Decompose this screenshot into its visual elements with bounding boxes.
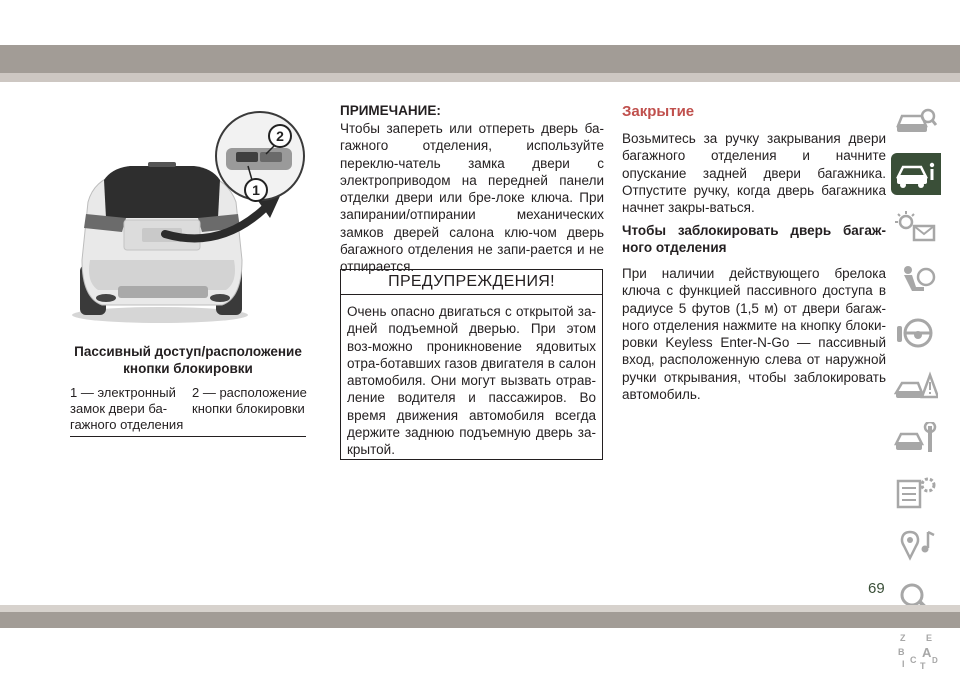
music-location-icon (894, 528, 938, 562)
page-number: 69 (868, 580, 885, 597)
tab-car-info[interactable] (891, 153, 941, 195)
tab-music-location[interactable] (891, 524, 941, 566)
index-letter-c: C (910, 655, 917, 665)
car-magnifier-icon (894, 104, 938, 138)
car-info-icon (894, 157, 938, 191)
index-letter-d: D (932, 656, 938, 665)
tab-alphabet-index[interactable] (891, 630, 941, 672)
closing-paragraph: Возьмитесь за ручку закрывания двери багажного отделения и начните опускание задней двери багажника. Отпустите ручку, когда дверь багажника начнет закры-ваться. (622, 131, 886, 216)
legend-item-2: 2 — расположение кнопки блокировки (192, 385, 307, 416)
warning-title: ПРЕДУПРЕЖДЕНИЯ! (341, 270, 602, 295)
subsection-title: Чтобы заблокировать дверь багаж-ного отделения (622, 223, 886, 255)
top-band (0, 45, 960, 73)
index-letter-a: A (922, 645, 932, 660)
legend-divider (70, 436, 306, 437)
note-body: Чтобы запереть или отпереть дверь ба-гажного отделения, используйте переклю-чатель замка двери с электроприводом на передней панели отделки двери или бре-локе ключа. При запирании/отпирании механических замков дверей салона клю-чом дверь багажного отделения не запи-рается и не отпирается. (340, 121, 604, 275)
steering-wheel-icon (894, 316, 938, 350)
tab-light-message[interactable] (891, 206, 941, 248)
figure-caption: Пассивный доступ/расположение кнопки блокировки (74, 344, 302, 376)
car-wrench-icon (894, 422, 938, 456)
section-title: Закрытие (622, 103, 695, 120)
index-letter-t: T (920, 661, 926, 671)
tab-car-wrench[interactable] (891, 418, 941, 460)
index-letter-z: Z (900, 633, 906, 643)
tab-car-magnifier[interactable] (891, 100, 941, 142)
gear-list-icon (894, 475, 938, 509)
index-letter-b: B (898, 647, 905, 657)
chapter-tabs (891, 100, 946, 683)
index-letter-e: E (926, 633, 933, 643)
note-title: ПРИМЕЧАНИЕ: (340, 103, 441, 118)
tab-airbag-person[interactable] (891, 259, 941, 301)
warning-box (340, 269, 603, 460)
tab-gear-list[interactable] (891, 471, 941, 513)
bottom-band (0, 612, 960, 628)
tab-hazard-car[interactable] (891, 365, 941, 407)
top-band-light (0, 73, 960, 82)
light-message-icon (894, 210, 938, 244)
lock-paragraph: При наличии действующего брелока ключа с функцией пассивного доступа в радиусе 5 футов (1,5 м) от двери багаж-ного отделения нажмите на кнопку блоки-ровки Keyless Enter-N-Go — пассивный вход, расположенную слева от наружной ручки открывания, чтобы заблокировать автомобиль. (622, 266, 886, 403)
car-rear-figure (70, 110, 306, 338)
airbag-person-icon (894, 263, 938, 297)
legend-item-1: 1 — электронный замок двери ба-гажного отделения (70, 385, 184, 432)
callout-2-label: 2 (276, 128, 284, 144)
callout-1-label: 1 (252, 182, 260, 198)
bottom-band-light (0, 605, 960, 612)
index-letter-i: I (902, 659, 905, 669)
hazard-car-icon (894, 369, 938, 403)
tab-steering-wheel[interactable] (891, 312, 941, 354)
warning-body: Очень опасно двигаться с открытой за-дней подъемной дверью. При этом воз-можно проникновение ядовитых отра-ботавших газов двигателя в салон автомобиля. Они могут вызвать отрав-ление водителя и пассажиров. Во время движения автомобиля всегда держите заднюю подъемную дверь за-крытой. (347, 304, 596, 458)
alphabet-index-icon (894, 631, 938, 671)
